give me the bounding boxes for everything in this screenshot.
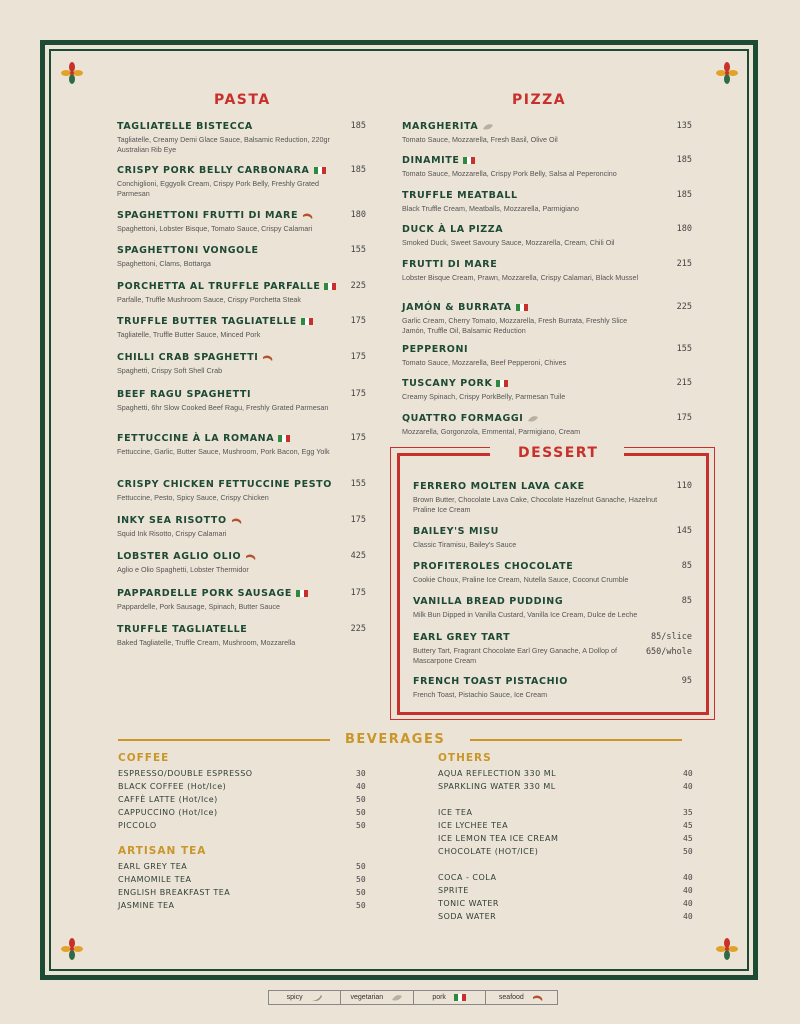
menu-item [413,596,692,620]
flower-ornament-icon [716,62,738,84]
item-description: Tomato Sauce, Mozzarella, Beef Pepperoni, Chives [402,358,567,367]
item-price: 185 [350,165,366,175]
item-price: 175 [350,316,366,326]
beverage-price: 50 [356,862,366,871]
item-description: Tomato Sauce, Mozzarella, Crispy Pork Belly, Salsa al Peperoncino [402,169,617,178]
item-name: VANILLA BREAD PUDDING [413,596,564,607]
italian-flag-icon [516,304,528,311]
beverage-name: ENGLISH BREAKFAST TEA [118,888,231,897]
legend-label: pork [432,994,446,1001]
menu-item [117,281,366,305]
item-price: 85 [681,561,692,571]
italian-flag-icon [278,435,290,442]
item-description: Baked Tagliatelle, Truffle Cream, Mushroom, Mozzarella [117,638,296,647]
menu-item [117,389,366,413]
menu-item [117,588,366,612]
item-price: 180 [676,224,692,234]
beverage-name: ICE TEA [438,808,473,817]
beverage-price: 40 [356,782,366,791]
legend-item [486,991,557,1004]
item-price: 145 [676,526,692,536]
artisan-tea-title: ARTISAN TEA [118,845,207,857]
item-price: 185 [676,190,692,200]
beverage-price: 40 [683,886,693,895]
italian-flag-icon [314,167,326,174]
beverage-price: 50 [683,847,693,856]
item-description: Aglio e Olio Spaghetti, Lobster Thermidor [117,565,249,574]
menu-item [402,344,692,368]
pasta-title: PASTA [214,92,271,108]
shrimp-icon [245,553,257,561]
item-name: JAMÓN & BURRATA [402,302,512,313]
beverage-price: 50 [356,821,366,830]
menu-item [117,624,366,648]
menu-item [117,352,366,376]
item-name: SPAGHETTONI VONGOLE [117,245,259,256]
menu-item [402,224,692,248]
shrimp-icon [262,354,274,362]
menu-item [402,121,692,145]
menu-item [117,433,366,457]
coffee-title: COFFEE [118,752,170,764]
item-price: 155 [350,245,366,255]
italian-flag-icon [301,318,313,325]
beverage-name: PICCOLO [118,821,157,830]
beverage-price: 40 [683,912,693,921]
menu-item [402,302,692,336]
flower-ornament-icon [61,938,83,960]
italian-flag-icon [463,157,475,164]
beverage-price: 40 [683,873,693,882]
item-price: 180 [350,210,366,220]
item-description: Tagliatelle, Creamy Demi Glace Sauce, Balsamic Reduction, 220gr Australian Rib Eye [117,135,330,154]
item-name: LOBSTER AGLIO OLIO [117,551,242,562]
menu-item [402,155,692,179]
menu-item [413,632,692,666]
item-description: Fettuccine, Pesto, Spicy Sauce, Crispy Chicken [117,493,269,502]
item-name: FRUTTI DI MARE [402,259,498,270]
item-description: Milk Bun Dipped in Vanilla Custard, Vanilla Ice Cream, Dulce de Leche [413,610,638,619]
item-price: 225 [350,624,366,634]
item-description: Spaghettoni, Lobster Bisque, Tomato Sauce, Crispy Calamari [117,224,313,233]
item-description: Smoked Duck, Sweet Savoury Sauce, Mozzarella, Cream, Chili Oil [402,238,615,247]
beverages-title: BEVERAGES [345,732,446,747]
beverage-price: 35 [683,808,693,817]
dessert-title: DESSERT [518,445,599,461]
legend-label: vegetarian [350,994,384,1001]
beverage-name: ICE LEMON TEA ICE CREAM [438,834,559,843]
item-price: 215 [676,259,692,269]
pizza-title: PIZZA [512,92,567,108]
item-name: MARGHERITA [402,121,479,132]
item-description: Spaghetti, Crispy Soft Shell Crab [117,366,223,375]
item-name: TUSCANY PORK [402,378,493,389]
beverage-name: CHAMOMILE TEA [118,875,192,884]
item-name: INKY SEA RISOTTO [117,515,227,526]
shrimp-icon [302,212,314,220]
menu-item [413,676,692,700]
menu-item [413,481,692,515]
legend-item [414,991,486,1004]
item-description: Classic Tiramisu, Bailey's Sauce [413,540,517,549]
menu-item [413,561,692,585]
beverage-price: 50 [356,795,366,804]
menu-item [402,190,692,214]
beverage-name: JASMINE TEA [118,901,175,910]
item-price: 155 [350,479,366,489]
item-price: 225 [676,302,692,312]
item-price: 85 [681,596,692,606]
item-price: 175 [350,352,366,362]
italian-flag-icon [296,590,308,597]
italian-flag-icon [454,994,466,1001]
item-name: PORCHETTA AL TRUFFLE PARFALLE [117,281,321,292]
item-price: 175 [676,413,692,423]
beverage-name: ICE LYCHEE TEA [438,821,509,830]
item-name: CHILLI CRAB SPAGHETTI [117,352,259,363]
item-name: CRISPY CHICKEN FETTUCCINE PESTO [117,479,332,490]
item-description: Parfalle, Truffle Mushroom Sauce, Crispy Porchetta Steak [117,295,302,304]
flower-ornament-icon [61,62,83,84]
item-description: French Toast, Pistachio Sauce, Ice Cream [413,690,548,699]
item-name: CRISPY PORK BELLY CARBONARA [117,165,310,176]
item-price: 95 [681,676,692,686]
beverage-name: SODA WATER [438,912,497,921]
item-name: FETTUCCINE À LA ROMANA [117,433,275,444]
beverage-name: AQUA REFLECTION 330 ML [438,769,557,778]
legend-item [341,991,413,1004]
menu-item [413,526,692,550]
beverage-name: TONIC WATER [438,899,499,908]
item-name: DUCK À LA PIZZA [402,224,504,235]
menu-item [402,259,692,283]
beverage-name: BLACK COFFEE (Hot/Ice) [118,782,227,791]
item-name: TRUFFLE BUTTER TAGLIATELLE [117,316,297,327]
item-description: Fettuccine, Garlic, Butter Sauce, Mushroom, Pork Bacon, Egg Yolk [117,447,330,456]
item-description: Pappardelle, Pork Sausage, Spinach, Butter Sauce [117,602,281,611]
item-price: 185 [676,155,692,165]
item-name: BEEF RAGU SPAGHETTI [117,389,252,400]
beverage-name: CAPPUCCINO (Hot/Ice) [118,808,218,817]
item-name: TAGLIATELLE BISTECCA [117,121,253,132]
menu-item [402,378,692,402]
shrimp-icon [231,517,243,525]
item-name: BAILEY'S MISU [413,526,499,537]
item-price: 185 [350,121,366,131]
beverage-name: SPRITE [438,886,469,895]
item-price: 110 [676,481,692,491]
beverages-line-left [118,739,330,741]
item-name: PAPPARDELLE PORK SAUSAGE [117,588,292,599]
menu-item [117,316,366,340]
menu-item [402,413,692,437]
italian-flag-icon [324,283,336,290]
item-name: FERRERO MOLTEN LAVA CAKE [413,481,585,492]
leaf-icon [527,415,539,423]
menu-item [117,210,366,234]
item-description: Spaghetti, 6hr Slow Cooked Beef Ragu, Freshly Grated Parmesan [117,403,329,412]
item-description: Conchiglioni, Eggyolk Cream, Crispy Pork Belly, Freshly Grated Parmesan [117,179,319,198]
item-description: Mozzarella, Gorgonzola, Emmental, Parmigiano, Cream [402,427,581,436]
others-title: OTHERS [438,752,492,764]
beverage-price: 45 [683,821,693,830]
menu-item [117,245,366,269]
item-description: Squid Ink Risotto, Crispy Calamari [117,529,227,538]
legend [268,990,558,1005]
legend-label: spicy [286,994,303,1001]
item-price: 175 [350,515,366,525]
item-description: Lobster Bisque Cream, Prawn, Mozzarella, Crispy Calamari, Black Mussel [402,273,639,282]
item-price: 175 [350,389,366,399]
item-name: PROFITEROLES CHOCOLATE [413,561,574,572]
menu-item [117,165,366,199]
menu-item [117,515,366,539]
beverage-price: 50 [356,901,366,910]
item-description: Tomato Sauce, Mozzarella, Fresh Basil, Olive Oil [402,135,558,144]
beverage-price: 40 [683,899,693,908]
beverages-line-right [470,739,682,741]
beverage-price: 45 [683,834,693,843]
flower-ornament-icon [716,938,738,960]
item-name: TRUFFLE MEATBALL [402,190,518,201]
beverage-price: 50 [356,875,366,884]
item-name: PEPPERONI [402,344,469,355]
beverage-price: 40 [683,782,693,791]
item-price: 155 [676,344,692,354]
beverage-name: CAFFÈ LATTE (Hot/Ice) [118,795,218,804]
chili-icon [311,994,323,1002]
shrimp-icon [532,994,544,1002]
item-name: QUATTRO FORMAGGI [402,413,524,424]
item-description: Cookie Choux, Praline Ice Cream, Nutella Sauce, Coconut Crumble [413,575,629,584]
item-description: Garlic Cream, Cherry Tomato, Mozzarella, Fresh Burrata, Freshly Slice Jamón, Truffle Oil, Balsamic Reduction [402,316,628,335]
beverage-name: COCA - COLA [438,873,497,882]
leaf-icon [391,994,403,1002]
beverage-name: SPARKLING WATER 330 ML [438,782,556,791]
item-description: Brown Butter, Chocolate Lava Cake, Chocolate Hazelnut Ganache, Hazelnut Praline Ice Cream [413,495,658,514]
beverage-name: CHOCOLATE (HOT/ICE) [438,847,539,856]
leaf-icon [482,123,494,131]
item-price: 425 [350,551,366,561]
item-price: 135 [676,121,692,131]
item-description: Buttery Tart, Fragrant Chocolate Earl Grey Ganache, A Dollop of Mascarpone Cream [413,646,618,665]
item-price: 225 [350,281,366,291]
beverage-price: 50 [356,808,366,817]
beverage-price: 40 [683,769,693,778]
item-name: DINAMITE [402,155,460,166]
item-description: Creamy Spinach, Crispy PorkBelly, Parmesan Tuile [402,392,566,401]
menu-item [117,479,366,503]
item-description: Tagliatelle, Truffle Butter Sauce, Minced Pork [117,330,261,339]
menu-item [117,551,366,575]
item-name: FRENCH TOAST PISTACHIO [413,676,568,687]
beverage-name: EARL GREY TEA [118,862,188,871]
item-price: 215 [676,378,692,388]
beverage-price: 30 [356,769,366,778]
beverage-name: ESPRESSO/DOUBLE ESPRESSO [118,769,253,778]
item-price: 175 [350,433,366,443]
beverage-price: 50 [356,888,366,897]
legend-item [269,991,341,1004]
item-name: EARL GREY TART [413,632,511,643]
item-price: 175 [350,588,366,598]
legend-label: seafood [498,994,524,1001]
item-name: SPAGHETTONI FRUTTI DI MARE [117,210,299,221]
italian-flag-icon [496,380,508,387]
item-price-whole: 650/whole [645,647,692,657]
item-name: TRUFFLE TAGLIATELLE [117,624,248,635]
item-description: Black Truffle Cream, Meatballs, Mozzarella, Parmigiano [402,204,579,213]
menu-item [117,121,366,155]
item-price: 85/slice [651,632,692,642]
item-description: Spaghettoni, Clams, Bottarga [117,259,211,268]
